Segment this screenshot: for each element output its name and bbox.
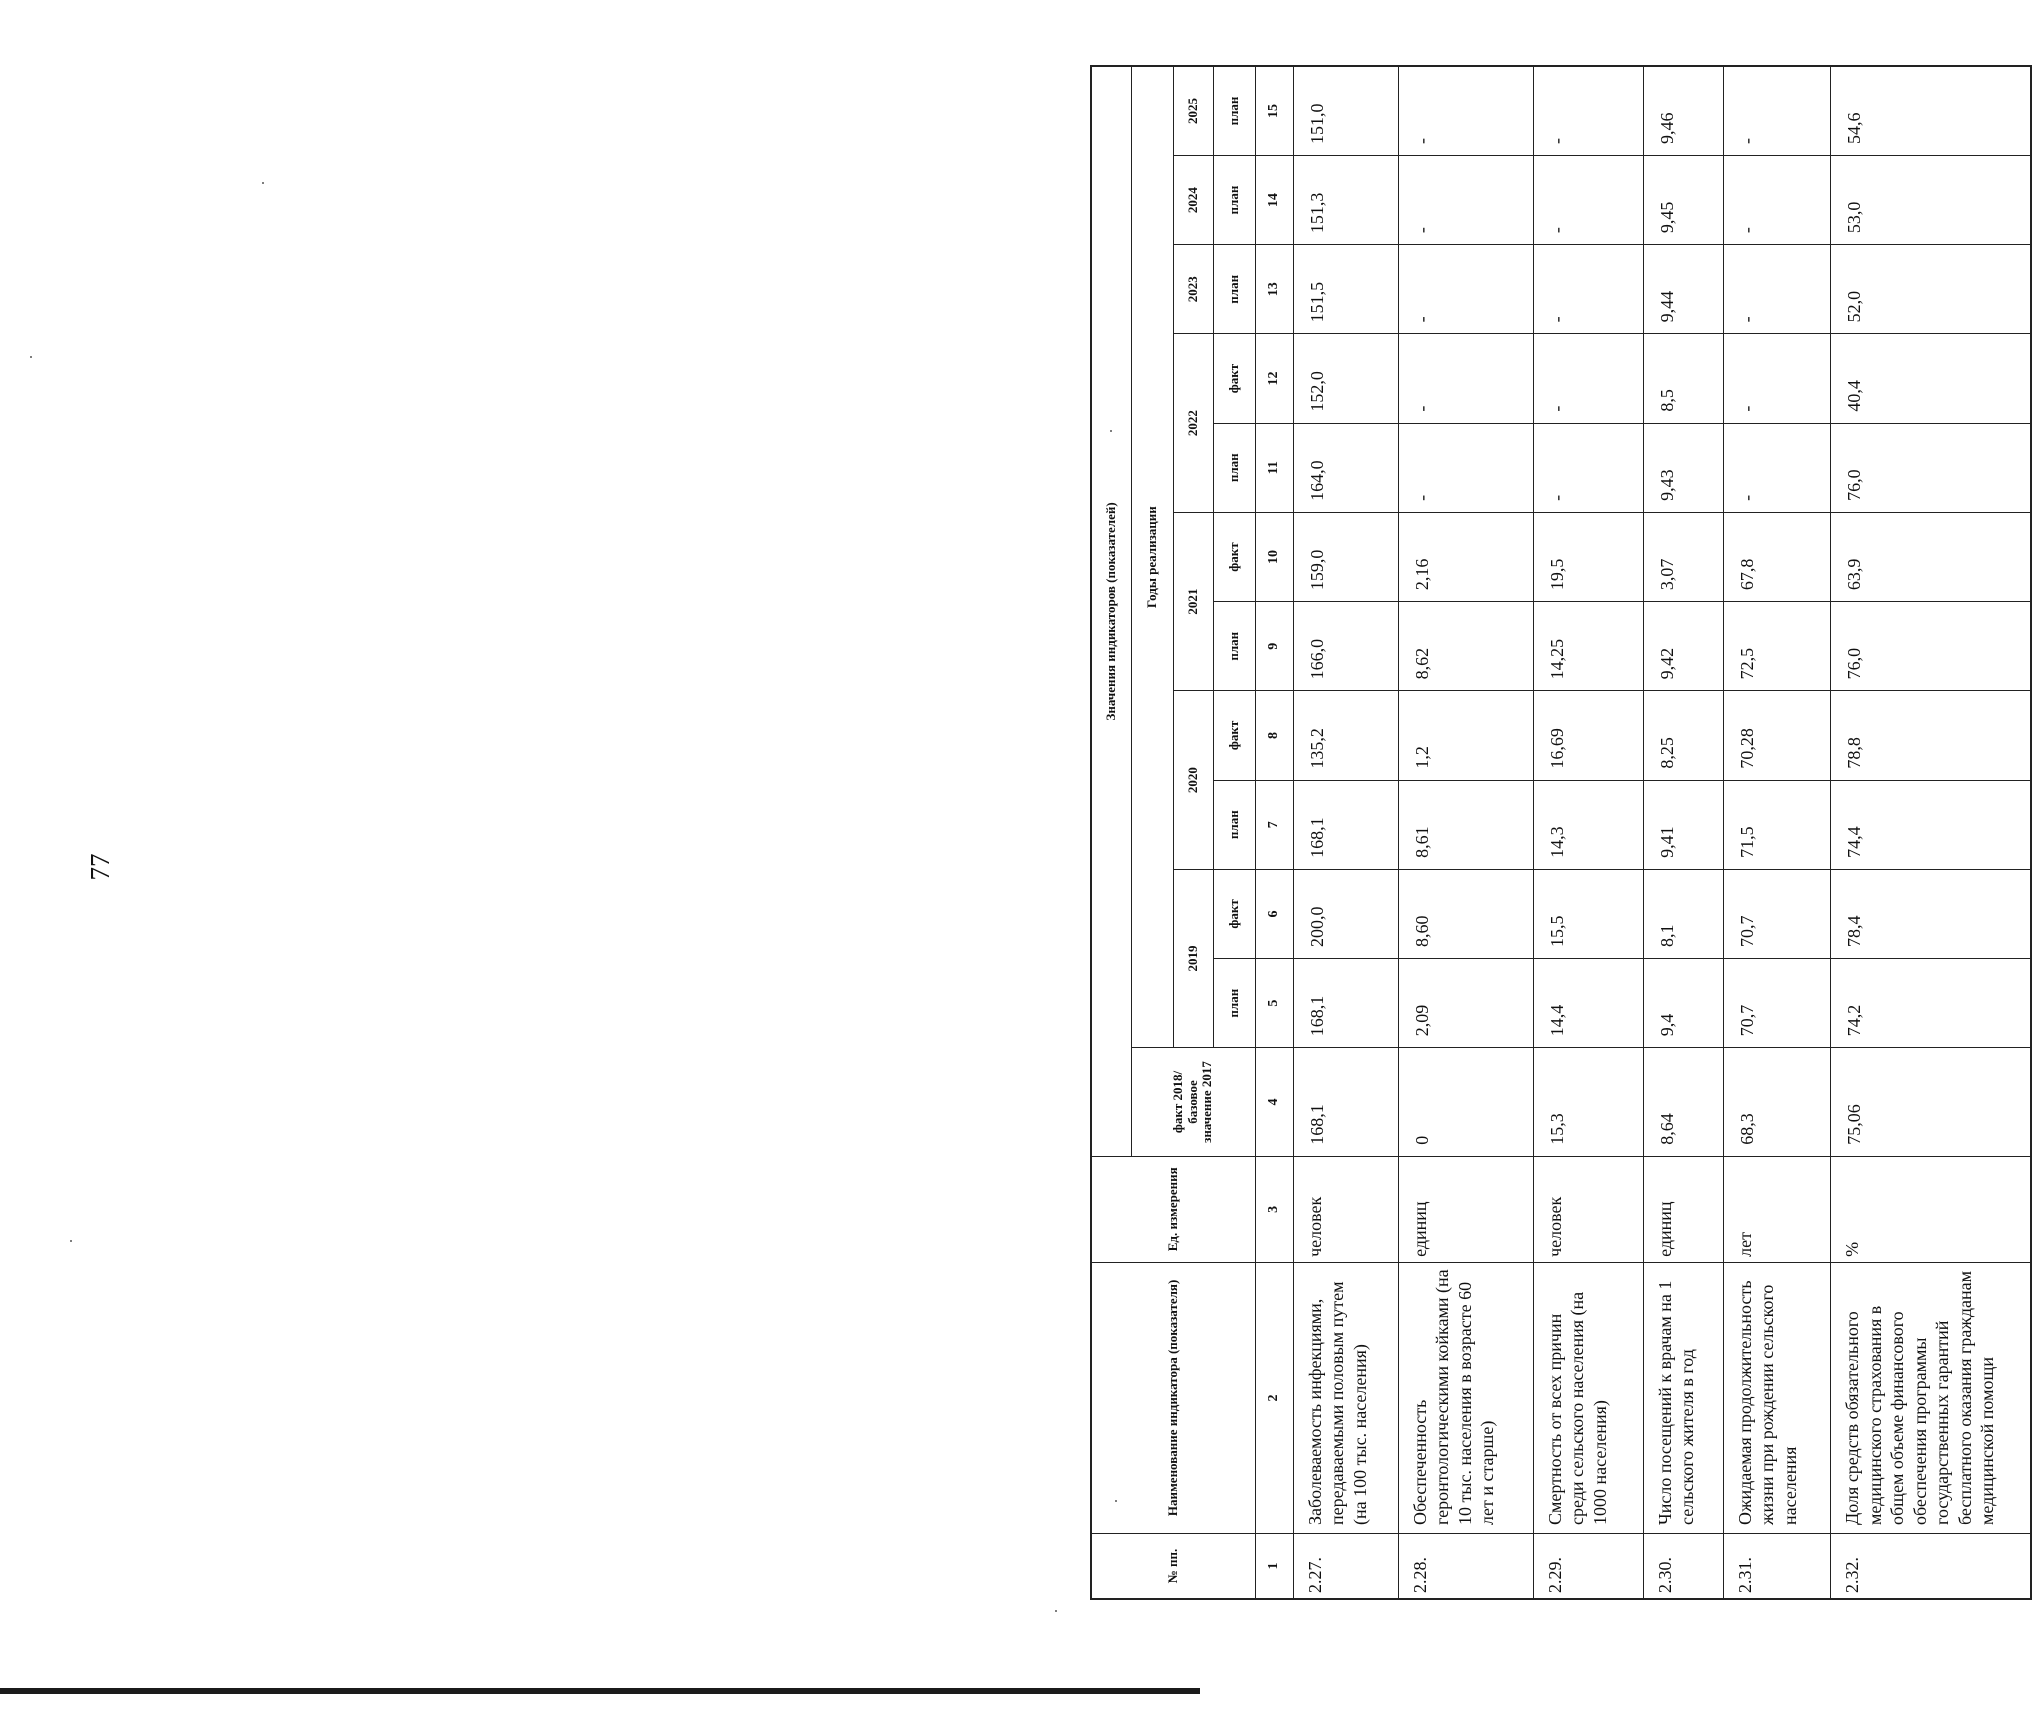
value-cell: 70,28 — [1723, 691, 1831, 780]
indicator-name: Заболеваемость инфекциями, передаваемыми половым путем (на 100 тыс. населения) — [1293, 1262, 1398, 1533]
value-cell: 68,3 — [1723, 1048, 1831, 1156]
value-cell: 9,42 — [1643, 602, 1723, 691]
header-no: № пп. — [1091, 1533, 1255, 1599]
value-cell: 75,06 — [1831, 1048, 2031, 1156]
header-unit: Ед. измерения — [1091, 1156, 1255, 1262]
value-cell: 1,2 — [1398, 691, 1533, 780]
scan-edge-line — [0, 1688, 1200, 1694]
value-cell: - — [1533, 155, 1643, 244]
value-cell: 40,4 — [1831, 334, 2031, 423]
column-number-row — [1255, 66, 1293, 1599]
header-name: Наименование индикатора (показателя) — [1091, 1262, 1255, 1533]
unit-cell: % — [1831, 1156, 2031, 1262]
value-cell: 9,4 — [1643, 959, 1723, 1048]
value-cell: 8,5 — [1643, 334, 1723, 423]
value-cell: 53,0 — [1831, 155, 2031, 244]
header-year-2019: 2019 — [1173, 869, 1213, 1047]
value-cell: 8,62 — [1398, 602, 1533, 691]
value-cell: 200,0 — [1293, 869, 1398, 958]
row-number: 2.30. — [1643, 1533, 1723, 1599]
row-number: 2.32. — [1831, 1533, 2031, 1599]
col-number: 5 — [1255, 959, 1293, 1048]
value-cell: - — [1398, 334, 1533, 423]
value-cell: - — [1398, 245, 1533, 334]
scan-speck — [1055, 1610, 1057, 1612]
value-cell: - — [1533, 334, 1643, 423]
value-cell: 76,0 — [1831, 423, 2031, 512]
row-number: 2.29. — [1533, 1533, 1643, 1599]
value-cell: 159,0 — [1293, 512, 1398, 601]
table-row — [1723, 66, 1831, 1599]
value-cell: 67,8 — [1723, 512, 1831, 601]
value-cell: 0 — [1398, 1048, 1533, 1156]
col-number: 1 — [1255, 1533, 1293, 1599]
row-number: 2.27. — [1293, 1533, 1398, 1599]
value-cell: 2,16 — [1398, 512, 1533, 601]
header-plan: план — [1213, 155, 1255, 244]
value-cell: 74,2 — [1831, 959, 2031, 1048]
value-cell: 54,6 — [1831, 66, 2031, 155]
value-cell: 3,07 — [1643, 512, 1723, 601]
header-values-group: Значения индикаторов (показателей) — [1091, 66, 1131, 1156]
page-number: 77 — [85, 853, 115, 881]
value-cell: 15,3 — [1533, 1048, 1643, 1156]
value-cell: - — [1723, 66, 1831, 155]
header-year-2022: 2022 — [1173, 334, 1213, 512]
value-cell: - — [1533, 423, 1643, 512]
value-cell: - — [1723, 423, 1831, 512]
unit-cell: человек — [1533, 1156, 1643, 1262]
value-cell: 63,9 — [1831, 512, 2031, 601]
value-cell: - — [1533, 66, 1643, 155]
table-row — [1398, 66, 1533, 1599]
value-cell: 15,5 — [1533, 869, 1643, 958]
value-cell: 2,09 — [1398, 959, 1533, 1048]
scan-speck — [262, 182, 264, 184]
col-number: 8 — [1255, 691, 1293, 780]
indicator-name: Ожидаемая продолжительность жизни при рождении сельского населения — [1723, 1262, 1831, 1533]
header-fact: факт — [1213, 869, 1255, 958]
header-plan: план — [1213, 423, 1255, 512]
row-number: 2.31. — [1723, 1533, 1831, 1599]
col-number: 13 — [1255, 245, 1293, 334]
header-fact: факт — [1213, 512, 1255, 601]
value-cell: 9,41 — [1643, 780, 1723, 869]
value-cell: 164,0 — [1293, 423, 1398, 512]
col-number: 11 — [1255, 423, 1293, 512]
header-year-2020: 2020 — [1173, 691, 1213, 869]
value-cell: 74,4 — [1831, 780, 2031, 869]
scan-speck — [30, 356, 32, 358]
col-number: 10 — [1255, 512, 1293, 601]
value-cell: 8,60 — [1398, 869, 1533, 958]
col-number: 12 — [1255, 334, 1293, 423]
value-cell: 19,5 — [1533, 512, 1643, 601]
header-year-2024: 2024 — [1173, 155, 1213, 244]
value-cell: - — [1533, 245, 1643, 334]
indicator-name: Доля средств обязательного медицинского страхования в общем объеме финансового обеспечения программы государственных гарантий бесплатного оказания гражданам медицинской помощи — [1831, 1262, 2031, 1533]
value-cell: 151,5 — [1293, 245, 1398, 334]
value-cell: 72,5 — [1723, 602, 1831, 691]
unit-cell: лет — [1723, 1156, 1831, 1262]
table-row — [1293, 66, 1398, 1599]
unit-cell: единиц — [1398, 1156, 1533, 1262]
col-number: 3 — [1255, 1156, 1293, 1262]
value-cell: 135,2 — [1293, 691, 1398, 780]
header-year-2025: 2025 — [1173, 66, 1213, 155]
value-cell: 168,1 — [1293, 959, 1398, 1048]
col-number: 7 — [1255, 780, 1293, 869]
value-cell: - — [1398, 155, 1533, 244]
header-fact: факт — [1213, 334, 1255, 423]
unit-cell: человек — [1293, 1156, 1398, 1262]
col-number: 14 — [1255, 155, 1293, 244]
value-cell: 52,0 — [1831, 245, 2031, 334]
col-number: 2 — [1255, 1262, 1293, 1533]
rotated-table-frame — [1090, 65, 2032, 1600]
value-cell: 9,43 — [1643, 423, 1723, 512]
value-cell: 8,1 — [1643, 869, 1723, 958]
header-years-group: Годы реализации — [1131, 66, 1173, 1048]
scan-speck — [1110, 430, 1112, 432]
value-cell: - — [1398, 423, 1533, 512]
col-number: 9 — [1255, 602, 1293, 691]
col-number: 4 — [1255, 1048, 1293, 1156]
header-plan: план — [1213, 602, 1255, 691]
value-cell: 152,0 — [1293, 334, 1398, 423]
value-cell: 14,4 — [1533, 959, 1643, 1048]
header-year-2021: 2021 — [1173, 512, 1213, 690]
indicator-name: Смертность от всех причин среди сельского населения (на 1000 населения) — [1533, 1262, 1643, 1533]
scan-speck — [70, 1240, 72, 1242]
value-cell: 166,0 — [1293, 602, 1398, 691]
header-year-2023: 2023 — [1173, 245, 1213, 334]
scan-speck — [1115, 1500, 1117, 1502]
header-plan: план — [1213, 245, 1255, 334]
value-cell: 151,0 — [1293, 66, 1398, 155]
value-cell: 14,3 — [1533, 780, 1643, 869]
value-cell: 8,64 — [1643, 1048, 1723, 1156]
value-cell: 151,3 — [1293, 155, 1398, 244]
header-plan: план — [1213, 780, 1255, 869]
indicators-table — [1090, 65, 2032, 1600]
value-cell: 78,8 — [1831, 691, 2031, 780]
col-number: 15 — [1255, 66, 1293, 155]
value-cell: 16,69 — [1533, 691, 1643, 780]
value-cell: - — [1723, 245, 1831, 334]
header-fact: факт — [1213, 691, 1255, 780]
table-row — [1643, 66, 1723, 1599]
value-cell: 76,0 — [1831, 602, 2031, 691]
table-row — [1533, 66, 1643, 1599]
value-cell: 78,4 — [1831, 869, 2031, 958]
unit-cell: единиц — [1643, 1156, 1723, 1262]
header-plan: план — [1213, 959, 1255, 1048]
row-number: 2.28. — [1398, 1533, 1533, 1599]
value-cell: 9,44 — [1643, 245, 1723, 334]
value-cell: 70,7 — [1723, 869, 1831, 958]
value-cell: 8,25 — [1643, 691, 1723, 780]
header-base: факт 2018/базовое значение 2017 — [1131, 1048, 1255, 1156]
value-cell: 71,5 — [1723, 780, 1831, 869]
value-cell: - — [1398, 66, 1533, 155]
value-cell: - — [1723, 155, 1831, 244]
value-cell: 70,7 — [1723, 959, 1831, 1048]
table-row — [1831, 66, 2031, 1599]
value-cell: 168,1 — [1293, 780, 1398, 869]
value-cell: 168,1 — [1293, 1048, 1398, 1156]
header-plan: план — [1213, 66, 1255, 155]
col-number: 6 — [1255, 869, 1293, 958]
value-cell: 9,46 — [1643, 66, 1723, 155]
value-cell: 9,45 — [1643, 155, 1723, 244]
value-cell: 8,61 — [1398, 780, 1533, 869]
indicator-name: Число посещений к врачам на 1 сельского жителя в год — [1643, 1262, 1723, 1533]
indicator-name: Обеспеченность геронтологическими койками (на 10 тыс. населения в возрасте 60 лет и старше) — [1398, 1262, 1533, 1533]
value-cell: 14,25 — [1533, 602, 1643, 691]
value-cell: - — [1723, 334, 1831, 423]
